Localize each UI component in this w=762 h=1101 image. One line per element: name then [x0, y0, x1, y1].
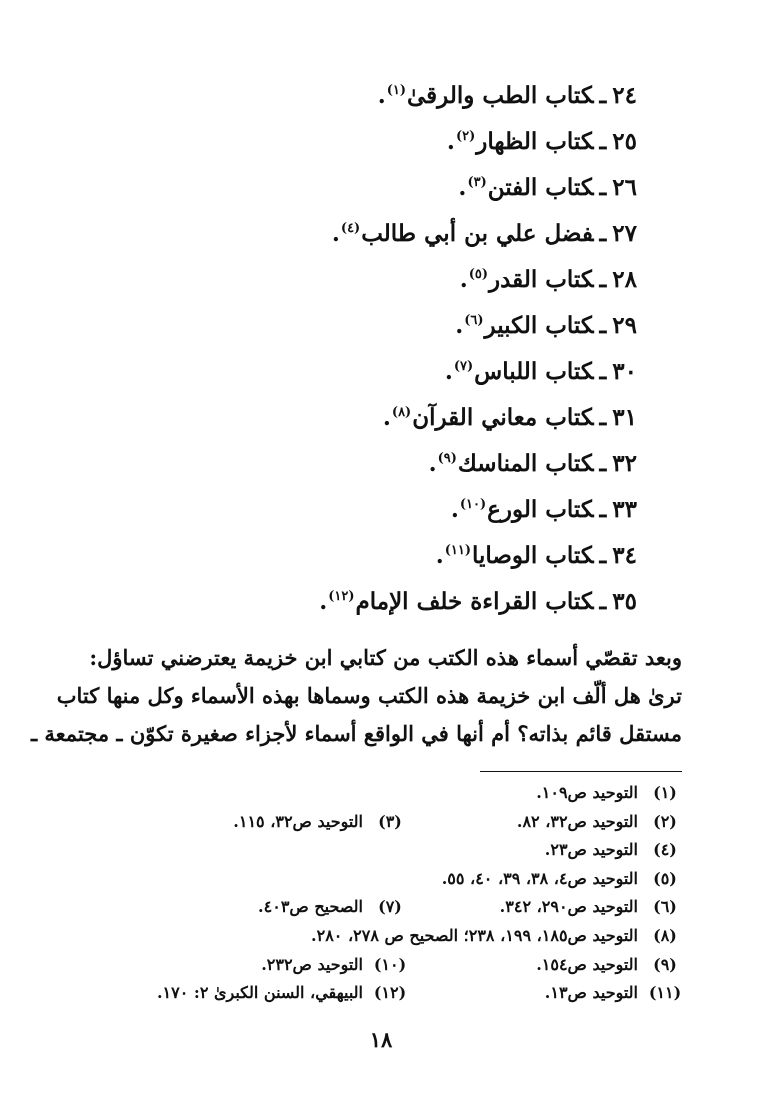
item-title: كتاب معاني القرآن [412, 404, 594, 431]
footnote [536, 779, 682, 808]
item-end-mark: . [446, 128, 455, 155]
page-number: ١٨ [369, 1027, 393, 1052]
item-separator: ـ [599, 312, 607, 339]
item-number: ٢٥ [612, 128, 637, 155]
item-separator: ـ [599, 266, 607, 293]
item-number: ٣٠ [612, 358, 637, 385]
item-number: ٢٨ [612, 266, 637, 293]
item-number: ٣١ [612, 404, 637, 431]
item-number: ٢٧ [612, 220, 637, 247]
footnote-ref: (٣) [467, 175, 487, 190]
footnote-number: (٦) [653, 897, 677, 917]
item-title: كتاب القراءة خلف الإمام [355, 588, 594, 615]
footnote-ref: (٧) [453, 359, 474, 374]
footnote-text: البيهقي، السنن الكبرىٰ ٢: ١٧٠. [156, 983, 363, 1003]
footnote-number: (٥) [653, 868, 677, 888]
item-title: كتاب القدر [489, 266, 594, 293]
item-separator: ـ [599, 404, 607, 431]
item-separator: ـ [599, 82, 607, 109]
book-list-item [77, 114, 637, 160]
footnote [536, 951, 682, 980]
footnote [311, 922, 682, 951]
item-end-mark: . [458, 174, 467, 201]
book-list-item [77, 574, 637, 620]
footnote-text: التوحيد ص١٣. [544, 983, 638, 1003]
footnote-number: (١١) [648, 983, 682, 1003]
footnote [517, 808, 682, 837]
footnote-ref: (٤) [340, 221, 361, 236]
footnote-ref: (١١) [444, 543, 471, 558]
footnote-ref: (٥) [468, 267, 488, 282]
footnote-row [72, 979, 682, 1008]
footnote-number: (٤) [653, 840, 677, 860]
footnote-number: (٢) [653, 811, 677, 831]
footnote-text: التوحيد ص٣٢، ٨٢. [516, 811, 638, 831]
item-end-mark: . [319, 588, 328, 615]
item-title: كتاب الورع [487, 496, 594, 523]
book-list-item [77, 68, 637, 114]
footnote [157, 979, 407, 1008]
footnote-text: التوحيد ص٢٣. [544, 840, 638, 860]
footnote-ref: (٢) [455, 129, 476, 144]
item-end-mark: . [435, 542, 444, 569]
item-number: ٢٩ [612, 312, 637, 339]
item-number: ٣٤ [612, 542, 637, 569]
item-separator: ـ [599, 220, 607, 247]
paragraph-line: مستقل قائم بذاته؟ أم أنها في الواقع أسماء لأجزاء صغيرة تكوّن ـ مجتمعة ـ [30, 721, 682, 746]
footnote-divider [480, 771, 682, 772]
footnote-ref: (٨) [391, 405, 412, 420]
item-separator: ـ [599, 128, 607, 155]
item-title: كتاب الكبير [484, 312, 594, 339]
paragraph-line: وبعد تقصّي أسماء هذه الكتب من كتابي ابن خزيمة يعترضني تساؤل: [89, 645, 682, 670]
book-list-item [77, 344, 637, 390]
footnote-number: (١٠) [373, 954, 407, 974]
footnote-row [72, 951, 682, 980]
item-separator: ـ [599, 496, 607, 523]
footnote-number: (٨) [653, 925, 677, 945]
item-title: كتاب المناسك [457, 450, 594, 477]
item-end-mark: . [444, 358, 453, 385]
footnote-row [72, 836, 682, 865]
footnotes [72, 779, 682, 1008]
footnote-row [72, 808, 682, 837]
footnote-number: (٩) [653, 954, 677, 974]
footnote [442, 865, 682, 894]
item-separator: ـ [599, 542, 607, 569]
footnote-ref: (٩) [437, 451, 457, 466]
book-list-item [77, 528, 637, 574]
footnote-number: (١) [653, 783, 677, 802]
item-separator: ـ [599, 450, 607, 477]
item-title: كتاب الطب والرقىٰ [407, 82, 594, 109]
footnote-text: الصحيح ص٤٠٣. [258, 897, 363, 917]
item-title: كتاب الفتن [487, 174, 594, 201]
item-number: ٣٢ [612, 450, 637, 477]
book-list-item [77, 482, 637, 528]
footnote [545, 836, 682, 865]
book-list-item [77, 206, 637, 252]
footnote-ref: (١) [386, 83, 406, 98]
book-list-item [77, 298, 637, 344]
item-number: ٢٤ [612, 82, 637, 109]
footnote [545, 979, 682, 1008]
footnote-text: التوحيد ص١٠٩. [536, 783, 638, 802]
footnote-text: التوحيد ص٣٢، ١١٥. [233, 811, 363, 831]
footnote-ref: (١٠) [459, 497, 487, 512]
item-end-mark: . [455, 312, 464, 339]
book-list [77, 68, 637, 620]
item-number: ٣٥ [612, 588, 637, 615]
footnote [258, 893, 407, 922]
footnote-number: (١٢) [373, 983, 407, 1003]
footnote-ref: (١٢) [328, 589, 355, 604]
item-title: كتاب اللباس [474, 358, 594, 385]
footnote-number: (٣) [378, 811, 402, 831]
item-separator: ـ [599, 358, 607, 385]
footnote-ref: (٦) [464, 313, 484, 328]
item-separator: ـ [599, 174, 607, 201]
footnote-text: التوحيد ص١٨٥، ١٩٩، ٢٣٨؛ الصحيح ص ٢٧٨، ٢٨٠. [311, 925, 638, 945]
book-list-item [77, 160, 637, 206]
item-title: كتاب الوصايا [471, 542, 594, 569]
book-list-item [77, 252, 637, 298]
footnote-row [72, 922, 682, 951]
item-end-mark: . [377, 82, 386, 109]
footnote-text: التوحيد ص١٥٤. [536, 954, 638, 974]
item-separator: ـ [599, 588, 607, 615]
footnote-text: التوحيد ص٢٣٢. [261, 954, 363, 974]
footnote [500, 893, 682, 922]
item-end-mark: . [459, 266, 468, 293]
item-end-mark: . [450, 496, 459, 523]
book-list-item [77, 390, 637, 436]
item-number: ٢٦ [612, 174, 637, 201]
item-title: فضل علي بن أبي طالب [361, 220, 594, 247]
item-end-mark: . [382, 404, 391, 431]
item-end-mark: . [331, 220, 340, 247]
footnote-text: التوحيد ص٢٩٠، ٣٤٢. [499, 897, 638, 917]
paragraph-line: ترىٰ هل ألّف ابن خزيمة هذه الكتب وسماها بهذه الأسماء وكل منها كتاب [56, 683, 682, 708]
item-number: ٣٣ [612, 496, 637, 523]
footnote-row [72, 779, 682, 808]
footnote [233, 808, 407, 837]
footnote-text: التوحيد ص٤، ٣٨، ٣٩، ٤٠، ٥٥. [441, 868, 638, 888]
book-list-item [77, 436, 637, 482]
body-paragraph [30, 639, 682, 753]
item-title: كتاب الظهار [476, 128, 594, 155]
footnote-row [72, 893, 682, 922]
item-end-mark: . [428, 450, 437, 477]
footnote-number: (٧) [378, 897, 402, 917]
footnote [261, 951, 407, 980]
footnote-row [72, 865, 682, 894]
